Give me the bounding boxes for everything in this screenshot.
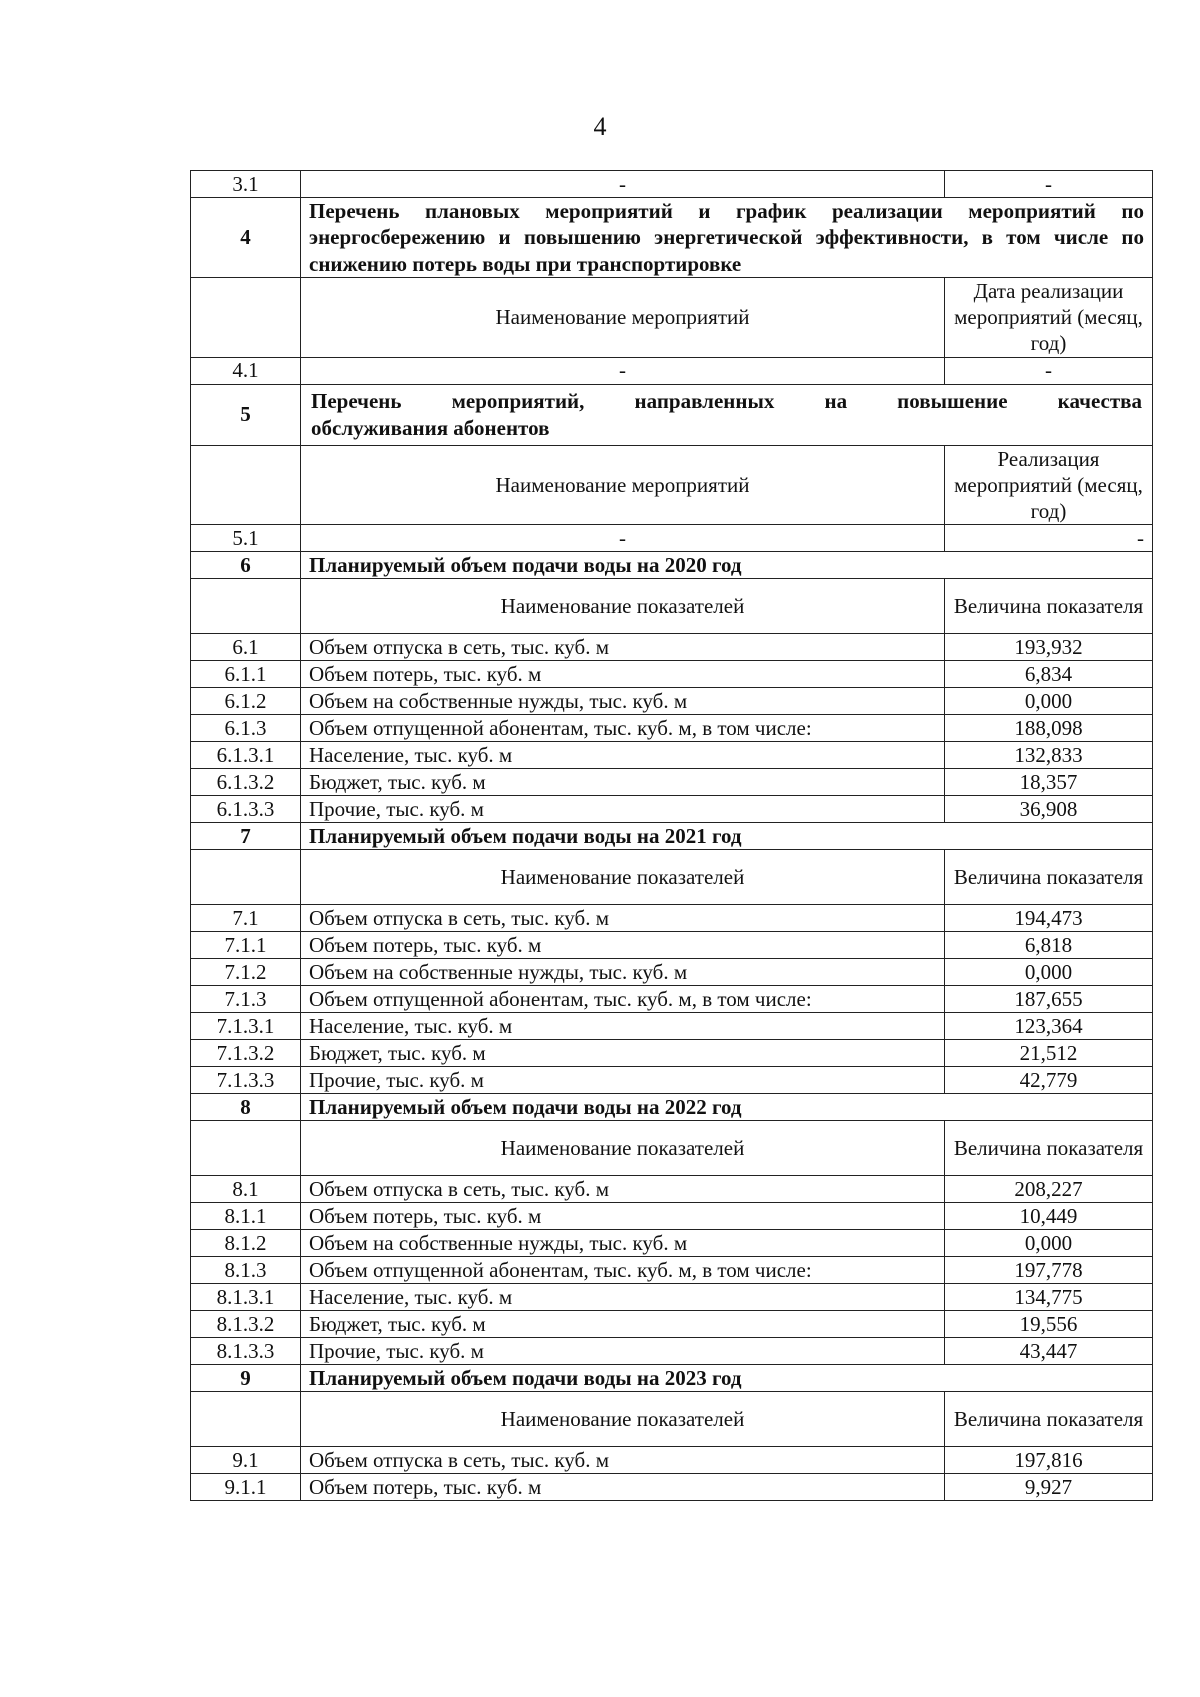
column-header-name: Наименование показателей <box>301 1392 945 1447</box>
section-title: Планируемый объем подачи воды на 2021 год <box>301 823 1153 850</box>
table-row <box>191 661 1153 688</box>
table-row <box>191 796 1153 823</box>
column-header-value: Величина показателя <box>945 1121 1153 1176</box>
column-header-name: Наименование показателей <box>301 850 945 905</box>
row-value: 134,775 <box>945 1284 1153 1311</box>
row-name: - <box>301 525 945 552</box>
row-name: Объем отпуска в сеть, тыс. куб. м <box>301 1176 945 1203</box>
column-header-value: Дата реализации мероприятий (месяц, год) <box>945 277 1153 357</box>
column-header-row <box>191 579 1153 634</box>
row-name: Объем отпущенной абонентам, тыс. куб. м, в том числе: <box>301 986 945 1013</box>
row-name: Объем потерь, тыс. куб. м <box>301 661 945 688</box>
row-number: 8.1.3.3 <box>191 1338 301 1365</box>
table-row <box>191 1311 1153 1338</box>
section-number: 9 <box>191 1365 301 1392</box>
row-name: Объем отпуска в сеть, тыс. куб. м <box>301 905 945 932</box>
section-title: Перечень плановых мероприятий и график реализации мероприятий по энергосбережению и повышению энергетической эффективности, в том числе по снижению потерь воды при транспортировке <box>301 198 1153 278</box>
section-title: Планируемый объем подачи воды на 2023 год <box>301 1365 1153 1392</box>
table-row <box>191 932 1153 959</box>
row-number: 6.1.3.3 <box>191 796 301 823</box>
table-row <box>191 959 1153 986</box>
row-value: 6,818 <box>945 932 1153 959</box>
empty-cell <box>191 1392 301 1447</box>
row-value: - <box>945 357 1153 384</box>
row-value: 42,779 <box>945 1067 1153 1094</box>
table-row <box>191 688 1153 715</box>
row-value: 6,834 <box>945 661 1153 688</box>
row-name: Объем потерь, тыс. куб. м <box>301 932 945 959</box>
row-name: Объем на собственные нужды, тыс. куб. м <box>301 959 945 986</box>
row-name: Прочие, тыс. куб. м <box>301 1338 945 1365</box>
row-value: - <box>945 171 1153 198</box>
table-row <box>191 1447 1153 1474</box>
row-value: 197,816 <box>945 1447 1153 1474</box>
table-row <box>191 1257 1153 1284</box>
row-name: Население, тыс. куб. м <box>301 1284 945 1311</box>
table-row <box>191 769 1153 796</box>
section-header-row <box>191 1094 1153 1121</box>
row-value: 0,000 <box>945 688 1153 715</box>
row-value: 10,449 <box>945 1203 1153 1230</box>
row-value: 9,927 <box>945 1474 1153 1501</box>
table-row <box>191 1013 1153 1040</box>
plan-table <box>190 170 1153 1501</box>
section-header-row <box>191 552 1153 579</box>
column-header-row <box>191 1392 1153 1447</box>
row-number: 7.1.2 <box>191 959 301 986</box>
section-header-row <box>191 384 1153 445</box>
row-number: 7.1 <box>191 905 301 932</box>
row-value: 21,512 <box>945 1040 1153 1067</box>
row-value: 208,227 <box>945 1176 1153 1203</box>
row-number: 6.1.1 <box>191 661 301 688</box>
row-value: 197,778 <box>945 1257 1153 1284</box>
section-number: 8 <box>191 1094 301 1121</box>
row-number: 7.1.3 <box>191 986 301 1013</box>
column-header-name: Наименование мероприятий <box>301 277 945 357</box>
row-name: - <box>301 357 945 384</box>
column-header-row <box>191 277 1153 357</box>
section-header-row <box>191 1365 1153 1392</box>
table-row <box>191 1230 1153 1257</box>
row-value: - <box>945 525 1153 552</box>
section-number: 6 <box>191 552 301 579</box>
row-value: 18,357 <box>945 769 1153 796</box>
row-name: Объем потерь, тыс. куб. м <box>301 1474 945 1501</box>
row-name: Объем отпущенной абонентам, тыс. куб. м, в том числе: <box>301 715 945 742</box>
section-number: 7 <box>191 823 301 850</box>
row-number: 6.1.2 <box>191 688 301 715</box>
row-number: 6.1.3 <box>191 715 301 742</box>
row-name: Объем отпуска в сеть, тыс. куб. м <box>301 1447 945 1474</box>
row-number: 8.1.3.2 <box>191 1311 301 1338</box>
table-row <box>191 1203 1153 1230</box>
row-number: 6.1.3.1 <box>191 742 301 769</box>
section-number: 4 <box>191 198 301 278</box>
empty-cell <box>191 579 301 634</box>
row-number: 6.1 <box>191 634 301 661</box>
table-row <box>191 1176 1153 1203</box>
table-row <box>191 634 1153 661</box>
table-row <box>191 986 1153 1013</box>
row-value: 43,447 <box>945 1338 1153 1365</box>
row-value: 36,908 <box>945 796 1153 823</box>
row-name: Население, тыс. куб. м <box>301 1013 945 1040</box>
row-value: 19,556 <box>945 1311 1153 1338</box>
row-number: 7.1.3.2 <box>191 1040 301 1067</box>
row-number: 8.1.3 <box>191 1257 301 1284</box>
row-number: 7.1.3.3 <box>191 1067 301 1094</box>
section-number: 5 <box>191 384 301 445</box>
column-header-row <box>191 850 1153 905</box>
row-value: 194,473 <box>945 905 1153 932</box>
row-value: 188,098 <box>945 715 1153 742</box>
row-number: 7.1.1 <box>191 932 301 959</box>
table-row <box>191 1067 1153 1094</box>
section-title: Планируемый объем подачи воды на 2020 год <box>301 552 1153 579</box>
row-number: 9.1 <box>191 1447 301 1474</box>
row-value: 123,364 <box>945 1013 1153 1040</box>
row-name: Объем на собственные нужды, тыс. куб. м <box>301 688 945 715</box>
empty-cell <box>191 277 301 357</box>
row-name: Прочие, тыс. куб. м <box>301 1067 945 1094</box>
column-header-value: Величина показателя <box>945 579 1153 634</box>
row-number: 8.1.3.1 <box>191 1284 301 1311</box>
row-number: 7.1.3.1 <box>191 1013 301 1040</box>
row-value: 187,655 <box>945 986 1153 1013</box>
row-number: 6.1.3.2 <box>191 769 301 796</box>
row-name: Бюджет, тыс. куб. м <box>301 1311 945 1338</box>
column-header-name: Наименование мероприятий <box>301 445 945 525</box>
empty-cell <box>191 850 301 905</box>
table-row <box>191 742 1153 769</box>
row-number: 8.1 <box>191 1176 301 1203</box>
row-name: Объем потерь, тыс. куб. м <box>301 1203 945 1230</box>
table-row <box>191 905 1153 932</box>
row-name: Бюджет, тыс. куб. м <box>301 1040 945 1067</box>
table-row <box>191 1284 1153 1311</box>
table-row <box>191 171 1153 198</box>
row-name: - <box>301 171 945 198</box>
row-number: 9.1.1 <box>191 1474 301 1501</box>
empty-cell <box>191 445 301 525</box>
section-header-row <box>191 823 1153 850</box>
section-title-line1: Перечень мероприятий, направленных на повышение качества <box>311 389 1142 414</box>
row-value: 0,000 <box>945 1230 1153 1257</box>
column-header-value: Величина показателя <box>945 850 1153 905</box>
column-header-row <box>191 445 1153 525</box>
empty-cell <box>191 1121 301 1176</box>
row-number: 8.1.1 <box>191 1203 301 1230</box>
row-name: Прочие, тыс. куб. м <box>301 796 945 823</box>
row-name: Население, тыс. куб. м <box>301 742 945 769</box>
section-title-line2: обслуживания абонентов <box>311 415 550 440</box>
table-row <box>191 525 1153 552</box>
column-header-value: Реализация мероприятий (месяц, год) <box>945 445 1153 525</box>
column-header-value: Величина показателя <box>945 1392 1153 1447</box>
table-row <box>191 357 1153 384</box>
row-number: 8.1.2 <box>191 1230 301 1257</box>
row-number: 5.1 <box>191 525 301 552</box>
row-value: 132,833 <box>945 742 1153 769</box>
row-name: Объем отпуска в сеть, тыс. куб. м <box>301 634 945 661</box>
row-name: Объем отпущенной абонентам, тыс. куб. м, в том числе: <box>301 1257 945 1284</box>
section-header-row <box>191 198 1153 278</box>
table-row <box>191 1040 1153 1067</box>
row-number: 3.1 <box>191 171 301 198</box>
row-name: Объем на собственные нужды, тыс. куб. м <box>301 1230 945 1257</box>
column-header-row <box>191 1121 1153 1176</box>
column-header-name: Наименование показателей <box>301 1121 945 1176</box>
section-title <box>301 384 1153 445</box>
section-title: Планируемый объем подачи воды на 2022 год <box>301 1094 1153 1121</box>
row-value: 0,000 <box>945 959 1153 986</box>
table-row <box>191 715 1153 742</box>
row-number: 4.1 <box>191 357 301 384</box>
row-name: Бюджет, тыс. куб. м <box>301 769 945 796</box>
table-row <box>191 1338 1153 1365</box>
table-row <box>191 1474 1153 1501</box>
column-header-name: Наименование показателей <box>301 579 945 634</box>
row-value: 193,932 <box>945 634 1153 661</box>
page-number: 4 <box>593 112 607 141</box>
